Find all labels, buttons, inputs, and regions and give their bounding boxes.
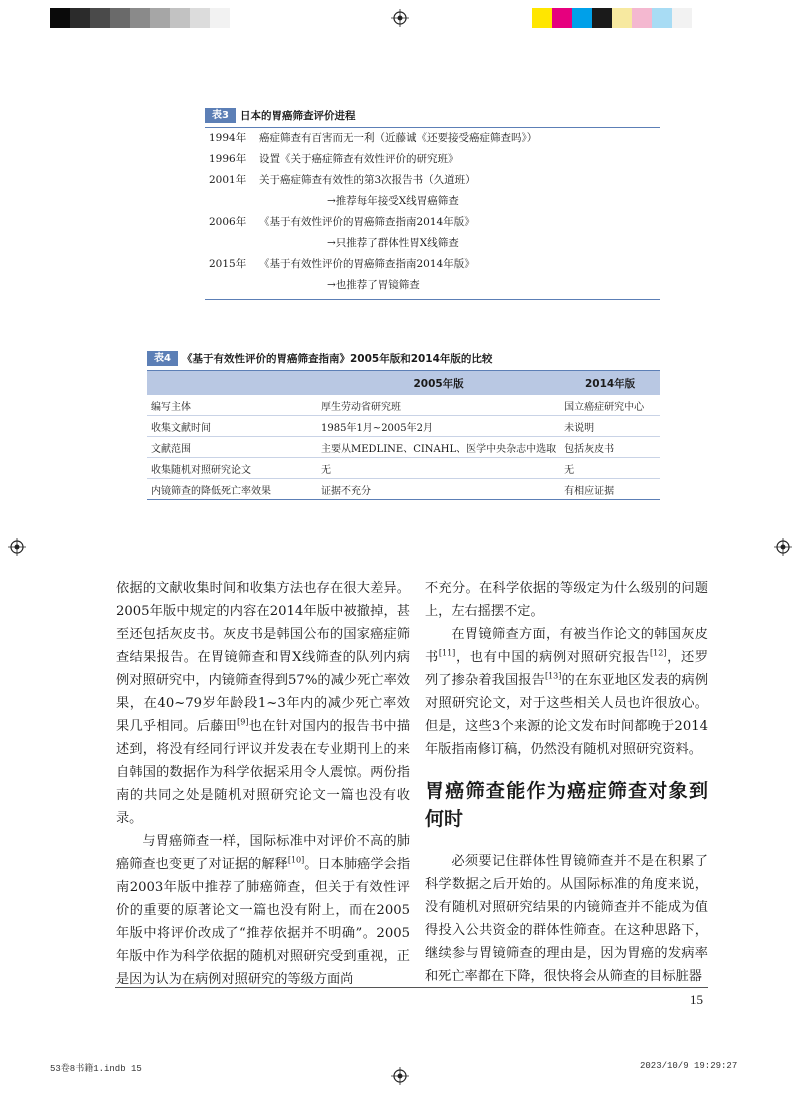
paragraph: [425, 623, 708, 761]
table-3-row: [205, 170, 660, 191]
color-swatch: [110, 8, 130, 28]
color-swatch: [652, 8, 672, 28]
table-3-year: 2006年: [209, 216, 247, 228]
table-3-text: →推荐每年接受X线胃癌筛查: [327, 195, 459, 207]
table-3-row: [205, 128, 660, 149]
table-4: [147, 350, 660, 500]
table-4-row: [147, 458, 660, 479]
table-3-row: [205, 191, 660, 212]
table-4-caption: [147, 350, 660, 366]
print-slug-left: 53卷8书籍1.indb 15: [50, 1064, 142, 1074]
paragraph-text: 依据的文献收集时间和收集方法也存在很大差异。2005年版中规定的内容在2014年版中被撤掉，甚至还包括灰皮书。灰皮书是韩国公布的国家癌症筛查结果报告。在胃镜筛查和胃X线筛查的队列内病例对照研究中，内镜筛查得到57%的减少死亡率效果，在40~79岁年龄段1~3年内的减少死亡率效果几乎相同。后藤田: [116, 581, 410, 734]
table-4-row: [147, 416, 660, 437]
table-3-text: 《基于有效性评价的胃癌筛查指南2014年版》: [259, 258, 475, 270]
table-4-cell: 收集随机对照研究论文: [147, 458, 317, 479]
table-4-cell: 无: [560, 458, 660, 479]
paragraph-text: 。日本肺癌学会指南2003年版中推荐了肺癌筛查，但关于有效性评价的重要的原著论文一篇也没有附上，而在2005年版中将评价改成了“推荐依据并不明确”。2005年版中作为科学依据的随机对照研究受到重视，正是因为认为在病例对照研究的等级方面尚: [116, 857, 411, 987]
table-4-cell: 未说明: [560, 416, 660, 437]
table-4-cell: 主要从MEDLINE、CINAHL、医学中央杂志中选取: [317, 437, 560, 458]
footer-rule: [115, 987, 708, 988]
table-4-cell: 无: [317, 458, 560, 479]
citation: [12]: [650, 648, 667, 658]
table-3-year: 1994年: [209, 132, 247, 144]
table-4-cell: 编写主体: [147, 395, 317, 416]
table-3-year: 2001年: [209, 174, 247, 186]
table-3-year: [205, 275, 259, 296]
table-3-tag: 表3: [205, 108, 236, 123]
table-4-row: [147, 437, 660, 458]
table-4-cell: 有相应证据: [560, 479, 660, 500]
table-4-cell: 厚生劳动省研究班: [317, 395, 560, 416]
color-swatch: [532, 8, 552, 28]
color-swatch: [90, 8, 110, 28]
table-3-row: [205, 212, 660, 233]
paragraph-text: 也在针对国内的报告书中描述到，将没有经同行评议并发表在专业期刊上的来自韩国的数据作为科学依据采用令人震惊。两份指南的共同之处是随机对照研究论文一篇也没有收录。: [116, 719, 411, 826]
table-3-row: [205, 275, 660, 296]
table-3-title: 日本的胃癌筛查评价进程: [239, 109, 356, 122]
table-3-text: 关于癌症筛查有效性的第3次报告书（久道班）: [259, 174, 476, 186]
color-swatch: [592, 8, 612, 28]
table-4-cell: 收集文献时间: [147, 416, 317, 437]
color-swatch: [190, 8, 210, 28]
table-3-row: [205, 149, 660, 170]
section-heading: 胃癌筛查能作为癌症筛查对象到何时: [425, 780, 708, 830]
paragraph-text: ，也有中国的病例对照研究报告: [455, 650, 651, 665]
color-bar-right: [532, 8, 712, 28]
table-3: [205, 107, 660, 300]
table-3-row: [205, 233, 660, 254]
table-4-header-cell: 2005年版: [317, 371, 560, 396]
table-4-cell: 内镜筛查的降低死亡率效果: [147, 479, 317, 500]
table-4-title: 《基于有效性评价的胃癌筛查指南》2005年版和2014年版的比较: [181, 352, 493, 365]
citation: [9]: [237, 717, 249, 727]
body-column-right: [425, 577, 708, 988]
paragraph: [116, 830, 410, 991]
table-3-year: [205, 191, 259, 212]
color-swatch: [50, 8, 70, 28]
page-number: 15: [690, 992, 703, 1007]
table-4-cell: 1985年1月~2005年2月: [317, 416, 560, 437]
table-4-cell: 国立癌症研究中心: [560, 395, 660, 416]
table-4-tag: 表4: [147, 351, 178, 366]
color-swatch: [150, 8, 170, 28]
registration-mark-icon: [8, 538, 26, 556]
paragraph: 必须要记住群体性胃镜筛查并不是在积累了科学数据之后开始的。从国际标准的角度来说，没有随机对照研究结果的内镜筛查并不能成为值得投入公共资金的群体性筛查。在这种思路下，继续参与胃镜筛查的理由是，因为胃癌的发病率和死亡率都在下降，很快将会从筛查的目标脏器: [425, 854, 708, 984]
table-3-text: 设置《关于癌症筛查有效性评价的研究班》: [259, 153, 459, 165]
color-swatch: [552, 8, 572, 28]
table-3-caption: [205, 107, 660, 123]
citation: [13]: [544, 671, 562, 681]
color-swatch: [572, 8, 592, 28]
color-swatch: [672, 8, 692, 28]
registration-mark-icon: [391, 1067, 409, 1085]
table-3-text: 《基于有效性评价的胃癌筛查指南2014年版》: [259, 216, 475, 228]
table-4-row: [147, 395, 660, 416]
color-bar-left: [50, 8, 230, 28]
table-3-text: →只推荐了群体性胃X线筛查: [327, 237, 459, 249]
citation: [10]: [287, 855, 305, 865]
color-swatch: [692, 8, 712, 28]
color-swatch: [130, 8, 150, 28]
table-3-bottom-rule: [205, 299, 660, 300]
table-4-cell: 证据不充分: [317, 479, 560, 500]
table-4-header-cell: [147, 371, 317, 396]
table-4-cell: 文献范围: [147, 437, 317, 458]
table-4-header-row: [147, 371, 660, 396]
table-4-grid: [147, 370, 660, 500]
table-3-year: 1996年: [209, 153, 247, 165]
body-column-left: [116, 577, 410, 991]
table-3-year: 2015年: [209, 258, 247, 270]
color-swatch: [632, 8, 652, 28]
paragraph-text: ，还罗列了掺杂着我国报告: [425, 650, 709, 688]
print-slug-right: 2023/10/9 19:29:27: [640, 1061, 738, 1071]
paragraph: 不充分。在科学依据的等级定为什么级别的问题上，左右摇摆不定。: [425, 581, 708, 619]
paragraph-text: 与胃癌筛查一样，国际标准中对评价不高的肺癌筛查也变更了对证据的解释: [116, 834, 410, 872]
paragraph-text: 在胃镜筛查方面，有被当作论文的韩国灰皮书: [425, 627, 708, 665]
registration-mark-icon: [774, 538, 792, 556]
table-3-text: 癌症筛查有百害而无一利（近藤诚《还要接受癌症筛查吗》）: [259, 132, 538, 144]
registration-mark-icon: [391, 9, 409, 27]
table-3-year: [205, 233, 259, 254]
table-4-header-cell: 2014年版: [560, 371, 660, 396]
citation: [11]: [438, 648, 456, 658]
table-4-cell: 包括灰皮书: [560, 437, 660, 458]
color-swatch: [70, 8, 90, 28]
paragraph: [116, 577, 410, 830]
color-swatch: [210, 8, 230, 28]
paragraph-text: 的在东亚地区发表的病例对照研究论文，对于这些相关人员也许很放心。但是，这些3个来源的论文发布时间都晚于2014年版指南修订稿，仍然没有随机对照研究资料。: [425, 673, 709, 757]
color-swatch: [612, 8, 632, 28]
table-3-rows: [205, 128, 660, 296]
color-swatch: [170, 8, 190, 28]
table-3-row: [205, 254, 660, 275]
table-4-row: [147, 479, 660, 500]
table-3-text: →也推荐了胃镜筛查: [327, 279, 420, 291]
